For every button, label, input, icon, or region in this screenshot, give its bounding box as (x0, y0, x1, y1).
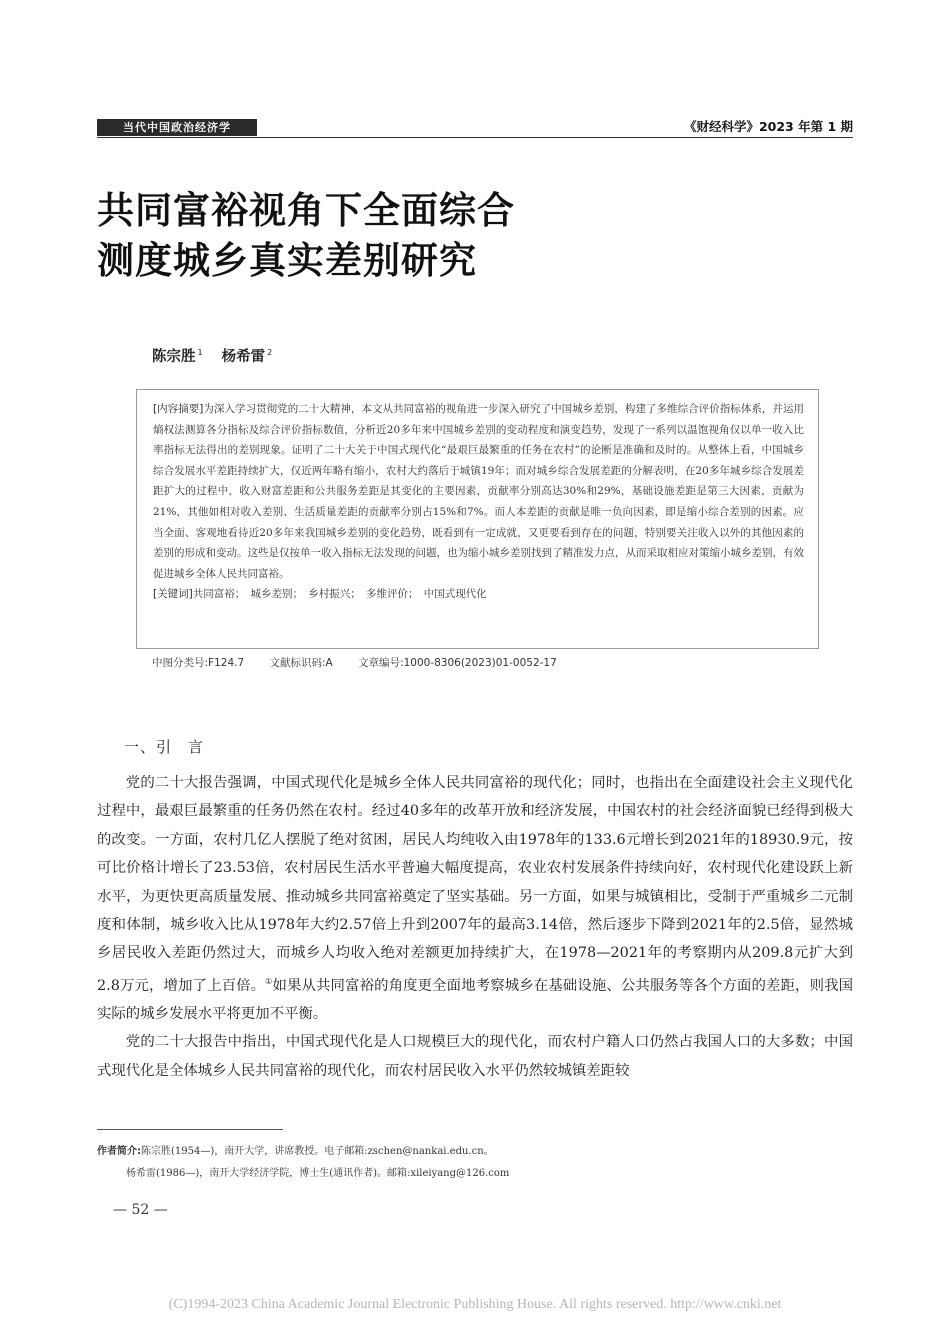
footnote-marker: ① (265, 976, 273, 986)
footnote-label: 作者简介: (97, 1146, 141, 1157)
author-affiliation: 2 (267, 348, 273, 358)
title-line-2: 测度城乡真实差别研究 (97, 239, 477, 282)
keywords-text: 共同富裕； 城乡差别； 乡村振兴； 多维评价； 中国式现代化 (192, 588, 487, 601)
abstract-label: [内容摘要] (153, 403, 204, 415)
authors (152, 345, 286, 366)
author-affiliation: 1 (197, 348, 203, 358)
section-tag: 当代中国政治经济学 (97, 119, 257, 136)
article-title (97, 186, 797, 286)
body-text (97, 769, 853, 1085)
header-rule (97, 137, 853, 138)
abstract (153, 399, 804, 584)
article-number: 文章编号:1000-8306(2023)01-0052-17 (358, 657, 557, 669)
footnote-rule (97, 1129, 283, 1130)
copyright-watermark: (C)1994-2023 China Academic Journal Electronic Publishing House. All rights reserved. http://www.cnki.net (168, 1297, 782, 1312)
keywords-label: [关键词] (153, 588, 193, 601)
document-code: 文献标识码:A (269, 657, 333, 669)
paragraph: 党的二十大报告中指出，中国式现代化是人口规模巨大的现代化，而农村户籍人口仍然占我国人口的大多数；中国式现代化是全体城乡人民共同富裕的现代化，而农村居民收入水平仍然较城镇差距较 (97, 1034, 853, 1079)
title-line-1: 共同富裕视角下全面综合 (97, 189, 515, 232)
journal-info: 《财经科学》2023 年第 1 期 (683, 119, 853, 134)
page-number: — 52 — (113, 1202, 168, 1218)
classification-line (152, 655, 579, 670)
author-name: 杨希雷 (221, 349, 266, 365)
abstract-text: 为深入学习贯彻党的二十大精神，本文从共同富裕的视角进一步深入研究了中国城乡差别，构建了多维综合评价指标体系，并运用熵权法测算各分指标及综合评价指标数值，分析近20多年来中国城乡差别的变动程度和演变趋势，发现了一系列以温饱视角仅以单一收入比率指标无法得出的差别现象。证明了二十大关于中国式现代化“最艰巨最繁重的任务在农村”的论断是准确和及时的。从整体上看，中国城乡综合发展水平差距持续扩大，仅近两年略有缩小，农村大约落后于城镇19年；而对城乡综合发展差距的分解表明，在20多年城乡综合发展差距扩大的过程中，收入财富差距和公共服务差距是其变化的主要因素，贡献率分别高达30%和29%，基础设施差距是第三大因素，贡献为21%，其他如相对收入差别、生活质量差距的贡献率分别占15%和7%。而人本差距的贡献是唯一负向因素，即是缩小综合差别的因素。应当全面、客观地看待近20多年来我国城乡差别的变化趋势，既看到有一定成就，又更要看到存在的问题，特别要关注收入以外的其他因素的差别的形成和变动。这些是仅按单一收入指标无法发现的问题，也为缩小城乡差别找到了精准发力点，从而采取相应对策缩小城乡差别，有效促进城乡全体人民共同富裕。 (153, 403, 804, 580)
keywords (153, 584, 804, 605)
footnote-line-1: 作者简介:陈宗胜(1954—)，南开大学，讲席教授。电子邮箱:zschen@nankai.edu.cn。 (97, 1146, 494, 1157)
footnote-line-2: 杨希雷(1986—)，南开大学经济学院，博士生(通讯作者)。邮箱:xileiyang@126.com (126, 1168, 510, 1179)
abstract-box (136, 389, 819, 649)
clc-number: 中图分类号:F124.7 (152, 657, 245, 669)
author-name: 陈宗胜 (152, 349, 196, 365)
section-heading: 一、引 言 (124, 738, 205, 756)
paragraph: 党的二十大报告强调，中国式现代化是城乡全体人民共同富裕的现代化；同时，也指出在全面建设社会主义现代化过程中，最艰巨最繁重的任务仍然在农村。经过40多年的改革开放和经济发展，中国农村的社会经济面貌已经得到极大的改变。一方面，农村几亿人摆脱了绝对贫困，居民人均纯收入由1978年的133.6元增长到2021年的18930.9元，按可比价格计增长了23.53倍，农村居民生活水平普遍大幅度提高，农业农村发展条件持续向好，农村现代化建设跃上新水平，为更快更高质量发展、推动城乡共同富裕奠定了坚实基础。另一方面，如果与城镇相比，受制于严重城乡二元制度和体制，城乡收入比从1978年大约2.57倍上升到2007年的最高3.14倍，然后逐步下降到2021年的2.5倍，显然城乡居民收入差距仍然过大，而城乡人均收入绝对差额更加持续扩大，在1978—2021年的考察期内从209.8元扩大到2.8万元，增加了上百倍。①如果从共同富裕的角度更全面地考察城乡在基础设施、公共服务等各个方面的差距，则我国实际的城乡发展水平将更加不平衡。 (97, 775, 853, 1023)
footnote (97, 1141, 853, 1185)
